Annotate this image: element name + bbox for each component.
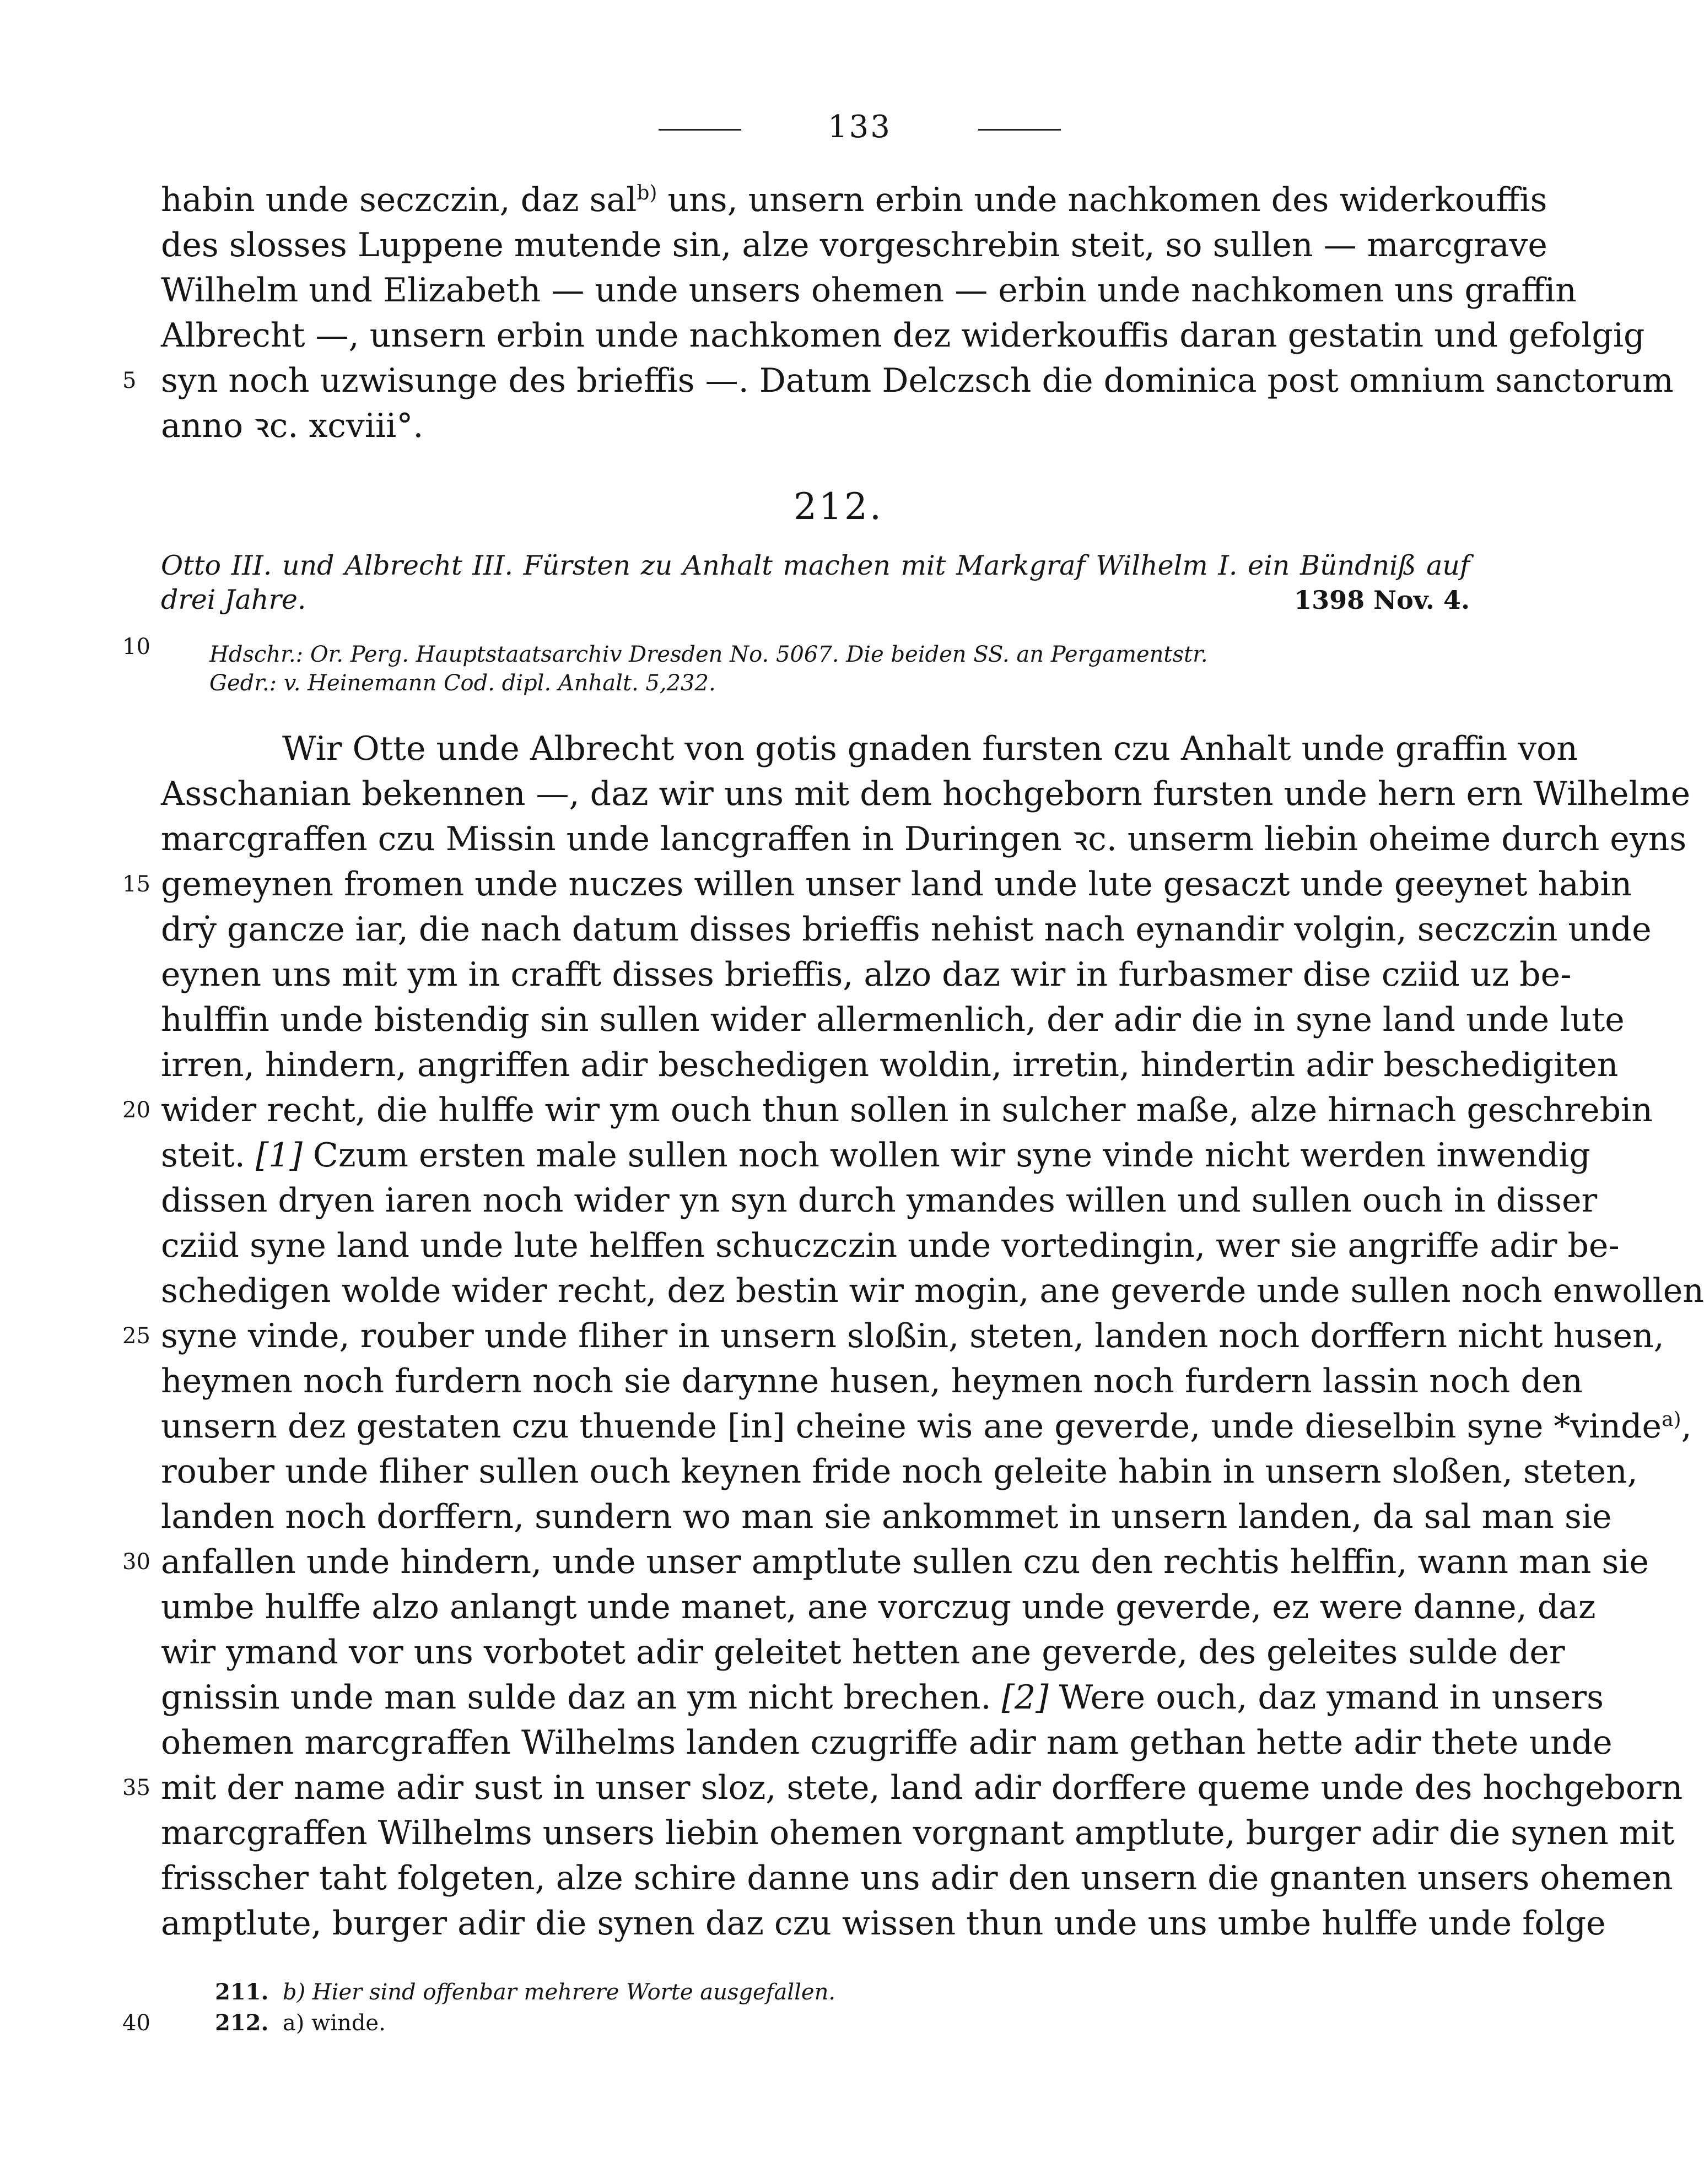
regest-row <box>161 583 1470 617</box>
text-line: syn noch uzwisunge des brieffis —. Datum Delczsch die dominica post omnium sanctorum <box>161 361 1674 400</box>
margin-line-number: 20 <box>122 1098 150 1123</box>
regest-line: drei Jahre. <box>161 584 306 615</box>
source-manuscript: Hdschr.: Or. Perg. Hauptstaatsarchiv Dresden No. 5067. Die beiden SS. an Pergamentstr. <box>209 642 1208 667</box>
margin-line-number: 30 <box>122 1549 150 1575</box>
text-line: steit. [1] Czum ersten male sullen noch wollen wir syne vinde nicht werden inwendig <box>161 1136 1590 1175</box>
text-line: unsern dez gestaten czu thuende [in] cheine wis ane geverde, unde dieselbin syne *vinde$^{a)}$, <box>161 1407 1692 1446</box>
text-line: schedigen wolde wider recht, dez bestin wir mogin, ane geverde unde sullen noch enwollen <box>161 1272 1704 1310</box>
text-line: umbe hulffe alzo anlangt unde manet, ane vorczug unde geverde, ez were danne, daz <box>161 1588 1596 1626</box>
footnote-marker: a) <box>1662 1408 1681 1431</box>
text-line: marcgraffen czu Missin unde lancgraffen in Duringen ꝛc. unserm liebin oheime durch eyns <box>161 820 1687 858</box>
footnote-ref: 212. <box>215 2010 269 2036</box>
regest-line: Otto III. und Albrecht III. Fürsten zu Anhalt machen mit Markgraf Wilhelm I. ein Bündniß auf <box>161 550 1470 581</box>
text-line: wider recht, die hulffe wir ym ouch thun sollen in sulcher maße, alze hirnach geschrebin <box>161 1091 1653 1129</box>
footnote <box>215 1977 835 2008</box>
text-line: gnissin unde man sulde daz an ym nicht brechen. [2] Were ouch, daz ymand in unsers <box>161 1678 1604 1717</box>
footnote-text: b) Hier sind offenbar mehrere Worte ausgefallen. <box>282 1980 836 2005</box>
page-header <box>659 108 1061 147</box>
text-line: syne vinde, rouber unde fliher in unsern sloßin, steten, landen noch dorffern nicht husen, <box>161 1317 1664 1355</box>
text-line: heymen noch furdern noch sie darynne husen, heymen noch furdern lassin noch den <box>161 1362 1583 1401</box>
text-line: ohemen marcgraffen Wilhelms landen czugriffe adir nam gethan hette adir thete unde <box>161 1723 1613 1762</box>
text-line: landen noch dorffern, sundern wo man sie ankommet in unsern landen, da sal man sie <box>161 1498 1612 1536</box>
paragraph-marker: [1] <box>255 1136 303 1175</box>
text-line: gemeynen fromen unde nuczes willen unser land unde lute gesaczt unde geeynet habin <box>161 865 1632 904</box>
margin-line-number: 10 <box>122 634 150 659</box>
footnote-marker: b) <box>637 182 657 204</box>
margin-line-number: 25 <box>122 1323 150 1349</box>
margin-line-number: 15 <box>122 872 150 897</box>
text-line: hulffin unde bistendig sin sullen wider allermenlich, der adir die in syne land unde lute <box>161 1001 1625 1039</box>
document-number: 212. <box>794 485 883 528</box>
header-rule-right <box>978 129 1061 131</box>
footnote <box>215 2008 386 2039</box>
margin-line-number: 40 <box>122 2010 150 2036</box>
text-line: Wir Otte unde Albrecht von gotis gnaden fursten czu Anhalt unde graffin von <box>282 729 1578 768</box>
footnote-text: a) winde. <box>282 2010 386 2036</box>
text-line: drẏ gancze iar, die nach datum disses brieffis nehist nach eynandir volgin, seczczin unde <box>161 910 1652 949</box>
footnote-ref: 211. <box>215 1979 269 2005</box>
text-line: Albrecht —, unsern erbin unde nachkomen dez widerkouffis daran gestatin und gefolgig <box>161 316 1645 355</box>
text-line: frisscher taht folgeten, alze schire danne uns adir den unsern die gnanten unsers ohemen <box>161 1859 1673 1898</box>
source-printed: Gedr.: v. Heinemann Cod. dipl. Anhalt. 5,232. <box>209 671 716 696</box>
text-line: irren, hindern, angriffen adir beschedigen woldin, irretin, hindertin adir beschedigiten <box>161 1046 1619 1084</box>
text-line: dissen dryen iaren noch wider yn syn durch ymandes willen und sullen ouch in disser <box>161 1181 1598 1220</box>
text-line: anno ꝛc. xcviii°. <box>161 407 424 445</box>
margin-line-number: 5 <box>122 368 137 393</box>
page-number: 133 <box>828 109 892 145</box>
text-line: wir ymand vor uns vorbotet adir geleitet hetten ane geverde, des geleites sulde der <box>161 1633 1565 1672</box>
text-line: Asschanian bekennen —, daz wir uns mit dem hochgeborn fursten unde hern ern Wilhelme <box>161 775 1691 813</box>
margin-line-number: 35 <box>122 1775 150 1801</box>
paragraph-marker: [2] <box>1001 1678 1049 1717</box>
text-line: Wilhelm und Elizabeth — unde unsers ohemen — erbin unde nachkomen uns graffin <box>161 271 1577 310</box>
text-line: des slosses Luppene mutende sin, alze vorgeschrebin steit, so sullen — marcgrave <box>161 226 1547 264</box>
text-line: rouber unde fliher sullen ouch keynen fride noch geleite habin in unsern sloßen, steten, <box>161 1452 1638 1491</box>
text-line: marcgraffen Wilhelms unsers liebin ohemen vorgnant amptlute, burger adir die synen mit <box>161 1814 1675 1852</box>
text-line: anfallen unde hindern, unde unser amptlute sullen czu den rechtis helffin, wann man sie <box>161 1543 1649 1581</box>
text-line: eynen uns mit ym in crafft disses brieffis, alzo daz wir in furbasmer dise cziid uz be- <box>161 955 1572 994</box>
text-line: cziid syne land unde lute helffen schuczczin unde vortedingin, wer sie angriffe adir be- <box>161 1226 1620 1265</box>
text-line: habin unde seczczin, daz sal$^{b)}$ uns, unsern erbin unde nachkomen des widerkouffis <box>161 181 1547 219</box>
text-line: mit der name adir sust in unser sloz, stete, land adir dorffere queme unde des hochgeborn <box>161 1769 1683 1807</box>
text-line: amptlute, burger adir die synen daz czu wissen thun unde uns umbe hulffe unde folge <box>161 1904 1606 1943</box>
document-date: 1398 Nov. 4. <box>1294 585 1470 615</box>
